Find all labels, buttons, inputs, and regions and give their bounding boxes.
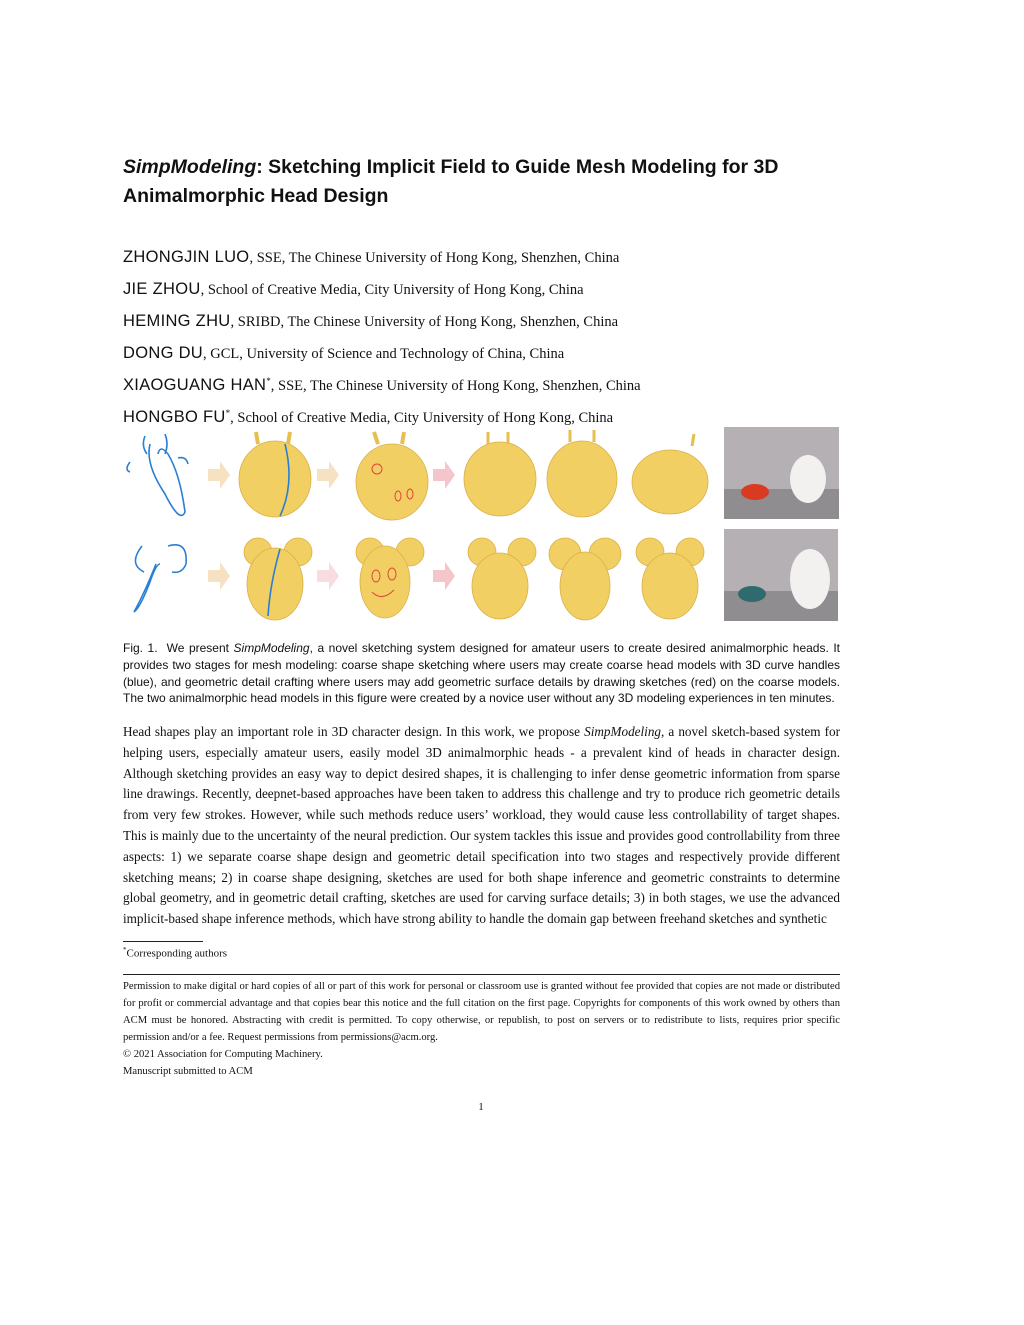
cow-sketch [127,434,188,515]
author-mark: * [225,408,231,419]
abstract-text: Head shapes play an important role in 3D character design. In this work, we propose [123,724,585,739]
mouse-models [244,538,704,620]
footnote-divider [123,941,203,942]
arrow-icon [208,461,230,489]
author-affiliation: , SSE, The Chinese University of Hong Kong, Shenzhen, China [249,249,620,266]
abstract [123,722,840,930]
footnote [123,946,227,960]
author-name: JIE ZHOU [123,279,201,298]
author-name: HEMING ZHU [123,311,231,330]
submission-note: Manuscript submitted to ACM [123,1066,253,1077]
abstract-text: , a novel sketch-based system for helping users, especially amateur users, easily model 3D animalmorphic heads - a prevalent kind of heads in character design. Although sketching provides an easy way to depict desired shapes, it is challenging to infer dense geometric information from sparse line drawings. Recently, deepnet-based approaches have been taken to address this challenge and try to produce rich geometric details from very few strokes. However, while such methods reduce users’ workload, they would cause less controllability of target shapes. This is mainly due to the uncertainty of the neural prediction. Our system tackles this issue and provides good controllability from three aspects: 1) we separate coarse shape design and geometric detail specification into two stages and respectively provide different sketching means; 2) in coarse shape designing, sketches are used for both shape inference and geometric constraints to determine global geometry, and in geometric detail crafting, sketches are used for carving surface details; 3) in both stages, we use the advanced implicit-based shape inference methods, which have strong ability to handle the domain gap between freehand sketches and synthetic [123,724,840,927]
title-rest: : Sketching Implicit Field to Guide Mesh Modeling for 3D Animalmorphic Head Design [123,156,779,207]
author-entry [123,368,843,400]
caption-system-name: SimpModeling [233,641,310,655]
author-entry [123,336,843,368]
footnote-mark: * [123,946,127,954]
author-affiliation: , SRIBD, The Chinese University of Hong Kong, Shenzhen, China [230,313,619,330]
author-mark: * [266,376,271,387]
arrow-icon [317,562,339,590]
author-entry [123,240,843,272]
author-name: DONG DU [123,343,204,362]
teaser-figure [120,424,850,628]
author-affiliation: , School of Creative Media, City University of Hong Kong, China [200,281,584,298]
author-list [123,240,843,432]
author-name: XIAOGUANG HAN [123,375,267,394]
cow-models [239,430,708,520]
arrow-icon [433,562,455,590]
author-affiliation: , GCL, University of Science and Technology of China, China [203,345,565,362]
caption-text: We present [166,641,234,655]
copyright-text: © 2021 Association for Computing Machinery. [123,1049,323,1060]
author-affiliation: , School of Creative Media, City University of Hong Kong, China [230,409,614,426]
arrow-icon [317,461,339,489]
caption-label: Fig. 1. [123,641,158,655]
caption-text: , a novel sketching system designed for amateur users to create desired animalmorphic heads. It provides two stages for mesh modeling: coarse shape sketching where users may create coarse head models with 3D curve handles (blue), and geometric detail crafting where users may add geometric surface details by drawing sketches (red) on the coarse models. The two animalmorphic head models in this figure were created by a novice user without any 3D modeling experiences in ten minutes. [123,641,841,706]
title-system-name: SimpModeling [123,156,257,178]
author-affiliation: , SSE, The Chinese University of Hong Kong, Shenzhen, China [270,377,641,394]
mouse-sketch [134,545,186,612]
author-entry [123,304,843,336]
photo-cow-print [724,427,839,519]
figure-caption [123,640,840,707]
author-name: HONGBO FU [123,407,226,426]
arrow-icon [433,461,455,489]
footnote-text: Corresponding authors [126,947,228,960]
permission-block [123,978,840,1080]
author-name: ZHONGJIN LUO [123,247,250,266]
page-number: 1 [478,1101,484,1113]
photo-mouse-print [724,529,838,621]
author-entry [123,272,843,304]
arrow-icon [208,562,230,590]
paper-title [123,153,843,211]
abstract-system-name: SimpModeling [584,724,662,739]
permission-divider [123,974,840,975]
permission-text: Permission to make digital or hard copies of all or part of this work for personal or classroom use is granted without fee provided that copies are not made or distributed for profit or commercial advantage and that copies bear this notice and the full citation on the first page. Copyrights for components of this work owned by others than ACM must be honored. Abstracting with credit is permitted. To copy otherwise, or republish, to post on servers or to redistribute to lists, requires prior specific permission and/or a fee. Request permissions from permissions@acm.org. [123,981,840,1043]
